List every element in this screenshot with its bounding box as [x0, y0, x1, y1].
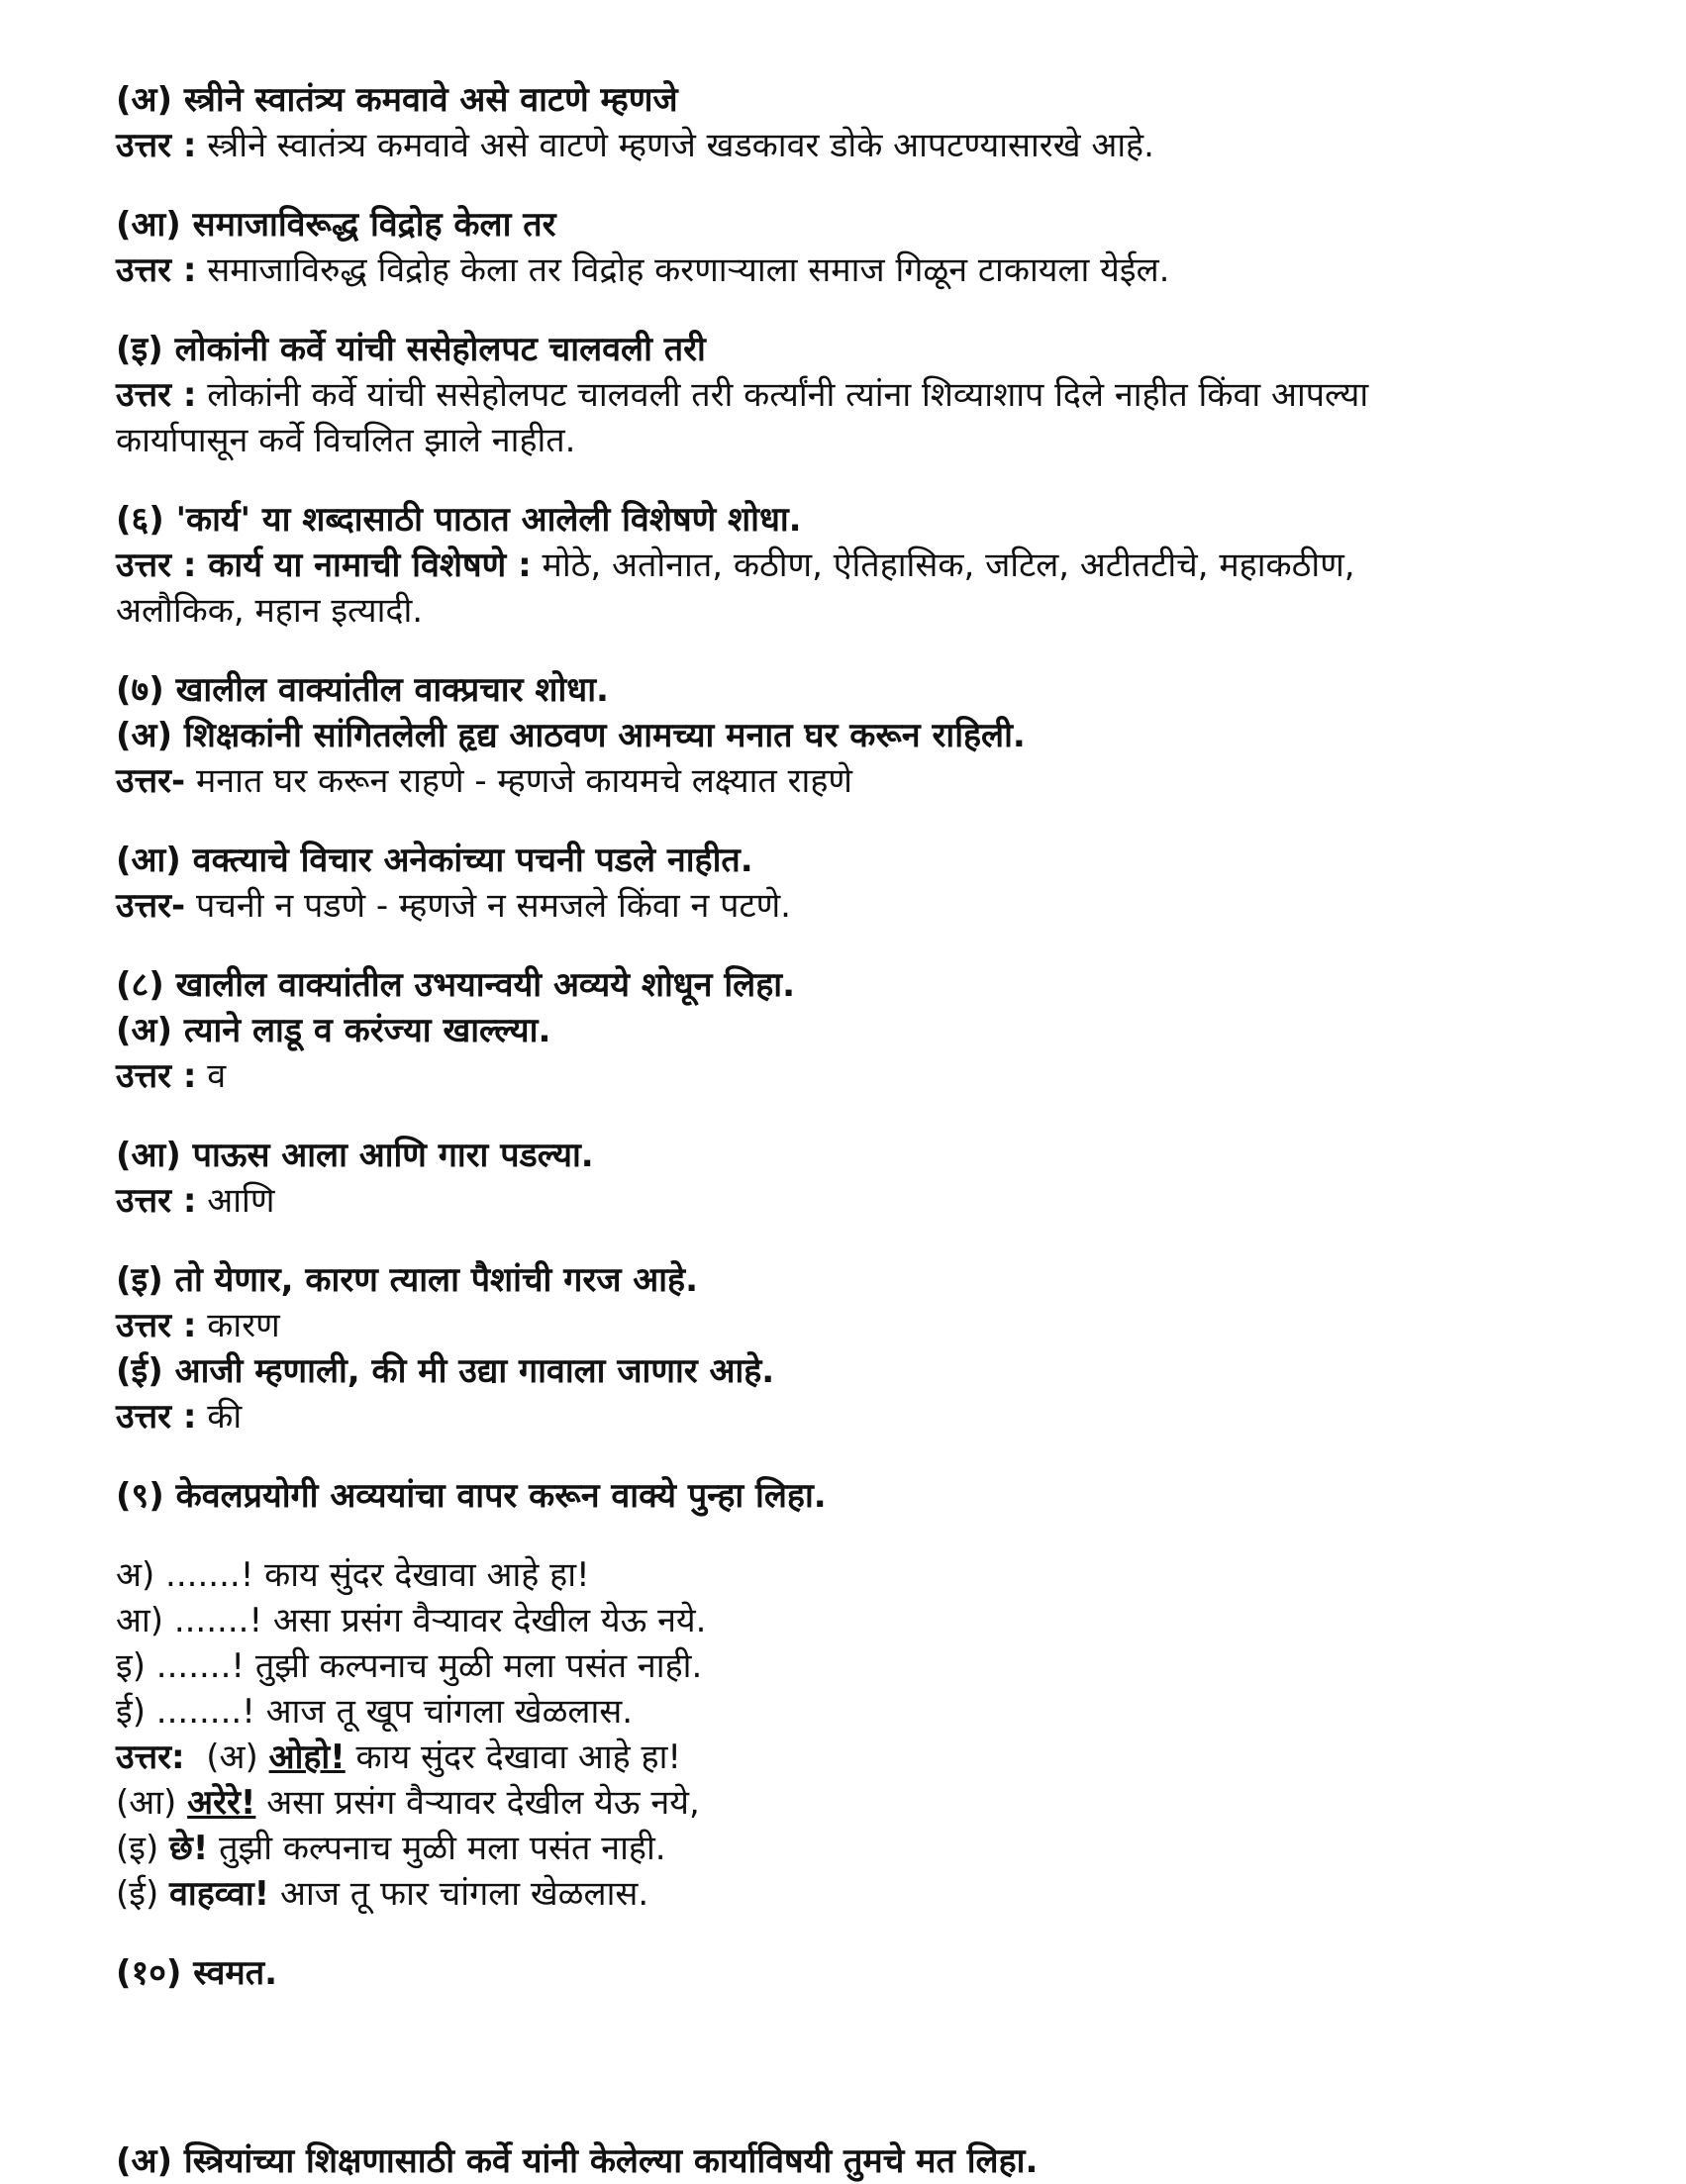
exercise-line-1: अ) .......! काय सुंदर देखावा आहे हा! — [116, 1555, 590, 1595]
question-7: (७) खालील वाक्यांतील वाक्प्रचार शोधा. — [116, 670, 609, 710]
exercise-line-4: ई) ........! आज तू खूप चांगला खेळलास. — [116, 1692, 634, 1732]
cut-off-line — [116, 2141, 1205, 2184]
interjection-word: वाहव्वा! — [169, 1874, 270, 1914]
answer-label: उत्तर : कार्य या नामाची विशेषणे : — [116, 546, 532, 585]
answer-label: उत्तर : — [116, 1056, 197, 1096]
answer-text: लोकांनी कर्वे यांची ससेहोलपट चालवली तरी कर्त्यांनी त्यांना शिव्याशाप दिले नाहीत किंवा आपल्या — [196, 375, 1369, 415]
question-a: (अ) स्त्रीने स्वातंत्र्य कमवावे असे वाटणे म्हणजे — [116, 80, 678, 120]
answer-i-continued: कार्यापासून कर्वे विचलित झाले नाहीत. — [116, 421, 576, 460]
question-8-a: (अ) त्याने लाडू व करंज्या खाल्ल्या. — [116, 1011, 551, 1050]
cut-off-text: (अ) स्त्रियांच्या शिक्षणासाठी कर्वे यांनी केलेल्या कार्याविषयी तुमचे मत लिहा. — [116, 2141, 1039, 2181]
answer-9-a: उत्तर: (अ) ओहो! काय सुंदर देखावा आहे हा! — [116, 1737, 682, 1777]
question-8-aa: (आ) पाऊस आला आणि गारा पडल्या. — [116, 1136, 594, 1175]
answer-label: उत्तर : — [116, 1181, 197, 1221]
answer-text: की — [196, 1397, 243, 1437]
answer-label: उत्तर : — [116, 250, 197, 290]
answer-label: उत्तर : — [116, 1306, 197, 1345]
question-8-ii: (ई) आजी म्हणाली, की मी उद्या गावाला जाणार आहे. — [116, 1351, 775, 1391]
answer-aa — [116, 248, 1581, 293]
document-page — [116, 77, 1581, 1996]
answer-text: समाजाविरुद्ध विद्रोह केला तर विद्रोह करणाऱ्याला समाज गिळून टाकायला येईल. — [196, 250, 1170, 290]
answer-text: कारण — [196, 1306, 280, 1345]
question-aa: (आ) समाजाविरूद्ध विद्रोह केला तर — [116, 205, 556, 245]
question-8-i: (इ) तो येणार, कारण त्याला पैशांची गरज आहे. — [116, 1260, 699, 1300]
answer-8-i — [116, 1303, 1581, 1348]
answer-8-a — [116, 1053, 1581, 1099]
answer-text: व — [196, 1056, 227, 1096]
answer-label: उत्तर- — [116, 886, 186, 926]
question-6: (६) 'कार्य' या शब्दासाठी पाठात आलेली विशेषणे शोधा. — [116, 500, 802, 540]
answer-9-aa: (आ) अरेरे! असा प्रसंग वैऱ्यावर देखील येऊ नये, — [116, 1783, 700, 1823]
answer-label: उत्तर : — [116, 1397, 197, 1437]
answer-label: उत्तर : — [116, 375, 197, 415]
answer-text: मोठे, अतोनात, कठीण, ऐतिहासिक, जटिल, अटीतटीचे, महाकठीण, — [531, 546, 1355, 585]
answer-i — [116, 372, 1581, 418]
exercise-line-3: इ) .......! तुझी कल्पनाच मुळी मला पसंत नाही. — [116, 1646, 703, 1686]
question-8: (८) खालील वाक्यांतील उभयान्वयी अव्यये शोधून लिहा. — [116, 965, 796, 1005]
exercise-line-2: आ) .......! असा प्रसंग वैऱ्यावर देखील येऊ नये. — [116, 1601, 707, 1640]
answer-label: उत्तर: — [116, 1737, 185, 1777]
question-9: (९) केवलप्रयोगी अव्ययांचा वापर करून वाक्ये पुन्हा लिहा. — [116, 1476, 827, 1516]
answer-label: उत्तर : — [116, 126, 197, 165]
question-7-a: (अ) शिक्षकांनी सांगितलेली हृद्य आठवण आमच्या मनात घर करून राहिली. — [116, 716, 1026, 755]
answer-text: स्त्रीने स्वातंत्र्य कमवावे असे वाटणे म्हणजे खडकावर डोके आपटण्यासारखे आहे. — [196, 126, 1154, 165]
answer-a — [116, 123, 1581, 168]
interjection-word: छे! — [169, 1829, 209, 1868]
answer-6 — [116, 543, 1581, 588]
question-10: (१०) स्वमत. — [116, 1953, 278, 1993]
answer-9-i: (इ) छे! तुझी कल्पनाच मुळी मला पसंत नाही. — [116, 1829, 666, 1868]
answer-8-aa — [116, 1178, 1581, 1224]
answer-7-a — [116, 758, 1581, 804]
answer-7-aa — [116, 883, 1581, 929]
answer-text: आणि — [196, 1181, 275, 1221]
answer-6-continued: अलौकिक, महान इत्यादी. — [116, 591, 424, 631]
answer-label: उत्तर- — [116, 761, 186, 801]
answer-text: मनात घर करून राहणे - म्हणजे कायमचे लक्ष्यात राहणे — [185, 761, 852, 801]
answer-9-ii: (ई) वाहव्वा! आज तू फार चांगला खेळलास. — [116, 1874, 649, 1914]
question-i: (इ) लोकांनी कर्वे यांची ससेहोलपट चालवली तरी — [116, 330, 706, 369]
answer-text: पचनी न पडणे - म्हणजे न समजले किंवा न पटणे. — [185, 886, 791, 926]
interjection-word: ओहो! — [268, 1737, 346, 1777]
interjection-word: अरेरे! — [187, 1783, 256, 1823]
question-7-aa: (आ) वक्त्याचे विचार अनेकांच्या पचनी पडले नाहीत. — [116, 841, 753, 880]
answer-8-ii — [116, 1394, 1581, 1439]
